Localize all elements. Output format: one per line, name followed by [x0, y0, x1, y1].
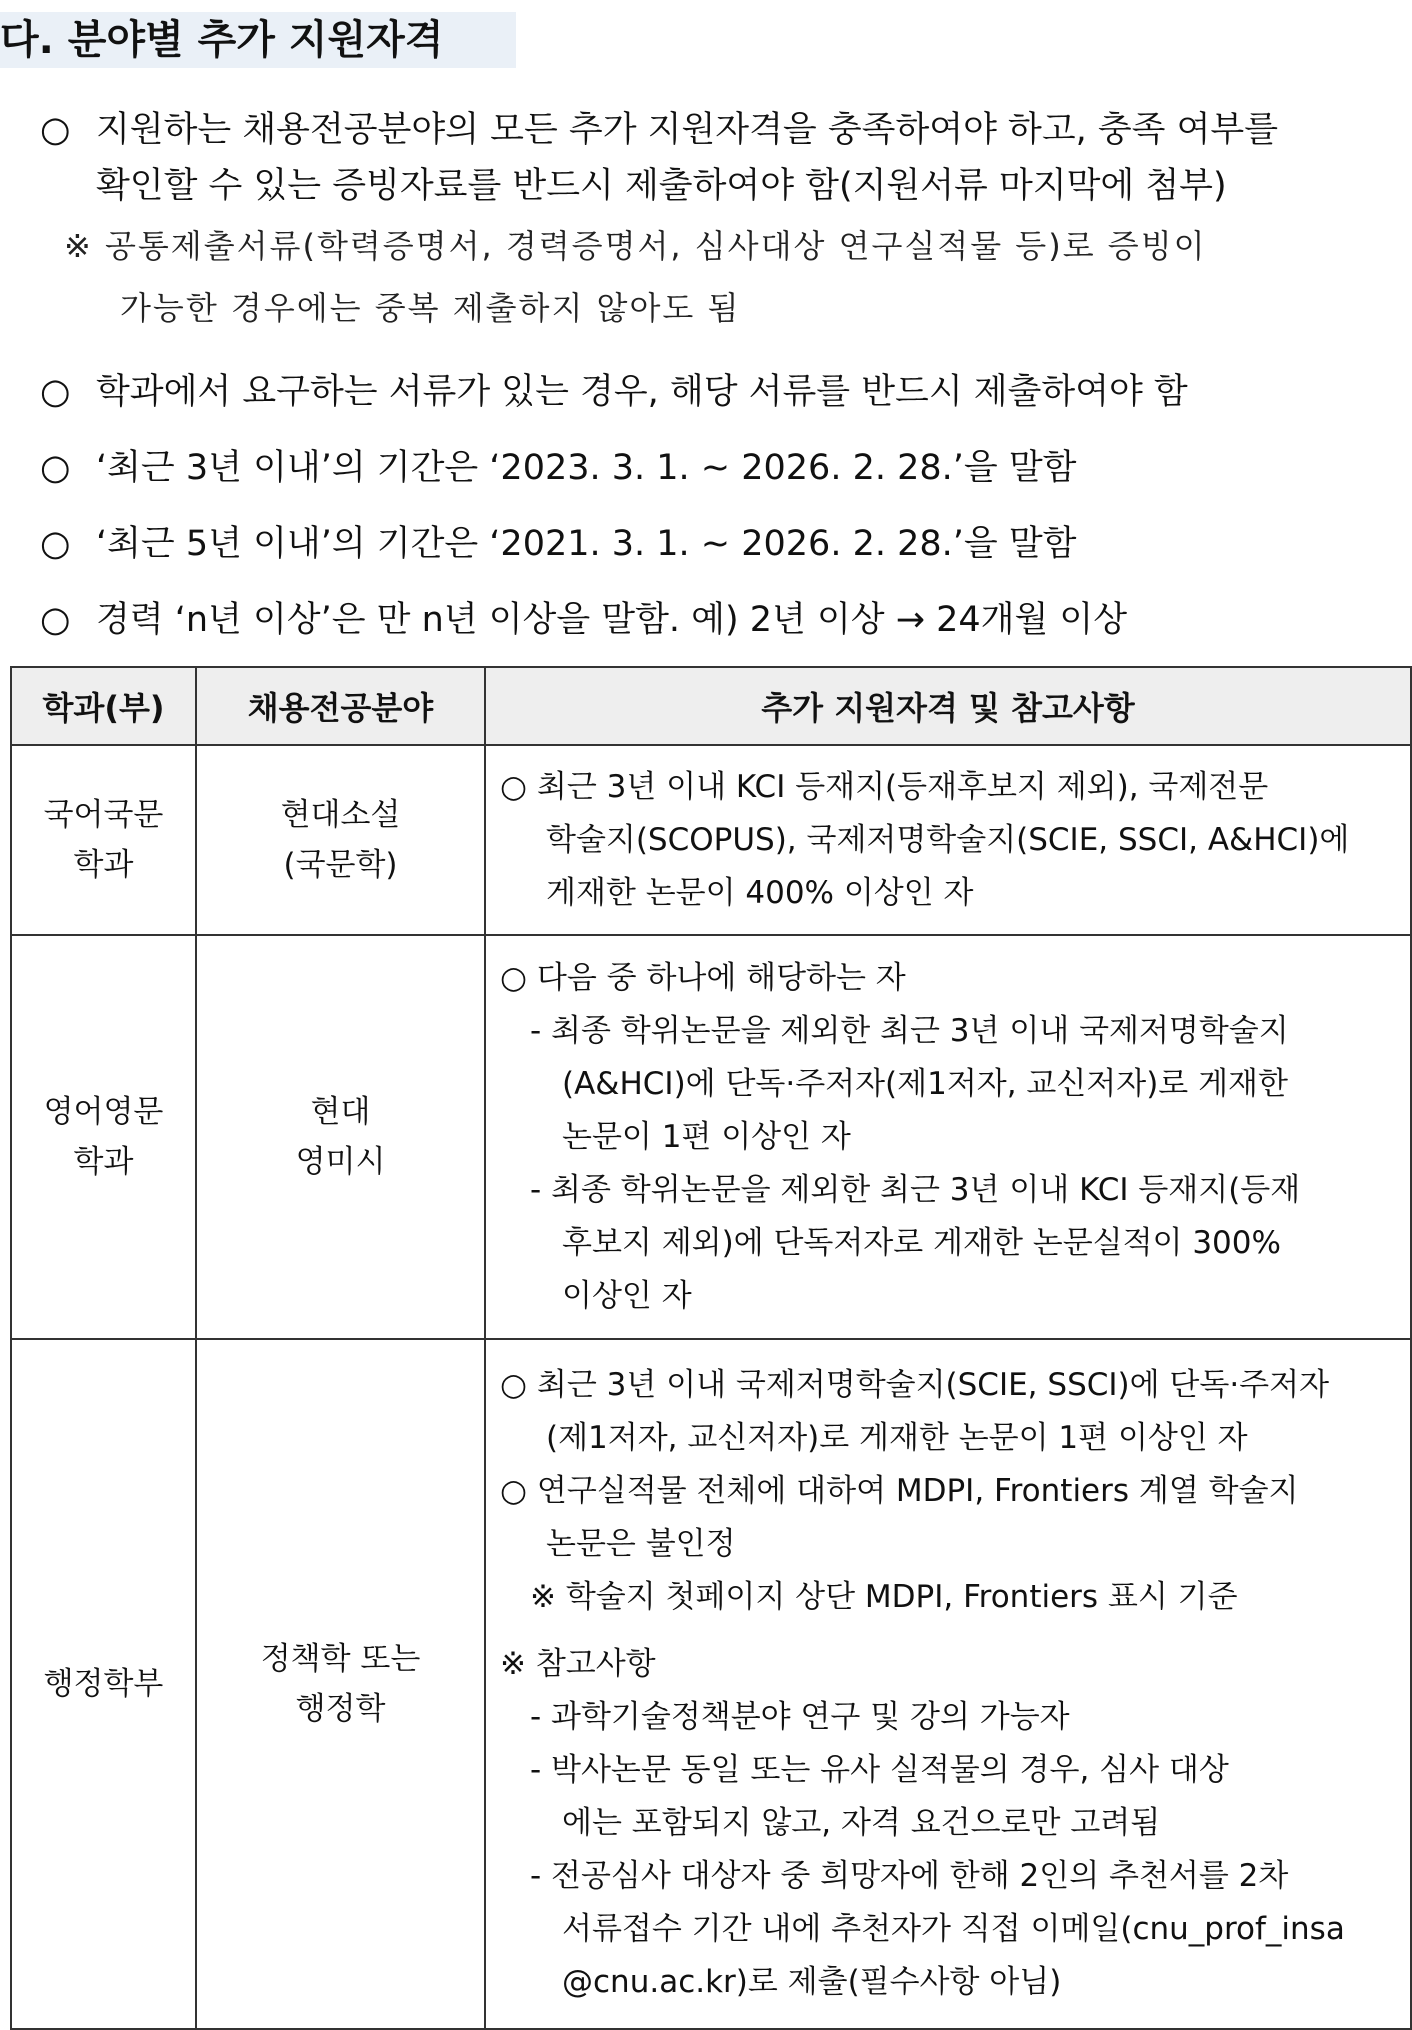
requirement-line: ○ 연구실적물 전체에 대하여 MDPI, Frontiers 계열 학술지 — [500, 1473, 1299, 1509]
field-name-line: 현대소설 — [280, 797, 401, 833]
requirement-line: - 최종 학위논문을 제외한 최근 3년 이내 국제저명학술지 — [530, 1012, 1289, 1049]
dept-name-line: 영어영문 — [43, 1094, 164, 1130]
table-row — [11, 745, 1411, 935]
dept-cell — [11, 1339, 196, 2029]
intro-bullet-3-text: ‘최근 3년 이내’의 기간은 ‘2023. 3. 1. ~ 2026. 2. 28.’을 말함 — [96, 448, 1077, 488]
header-dept: 학과(부) — [11, 667, 196, 745]
dept-name-line: 학과 — [73, 1144, 134, 1180]
circle-bullet-icon: ○ — [40, 372, 71, 412]
requirement-line: ○ 다음 중 하나에 해당하는 자 — [500, 959, 906, 996]
header-requirements: 추가 지원자격 및 참고사항 — [485, 667, 1411, 745]
requirement-line: - 최종 학위논문을 제외한 최근 3년 이내 KCI 등재지(등재 — [530, 1171, 1301, 1208]
field-cell — [196, 745, 485, 935]
intro-bullet-1-text: 지원하는 채용전공분야의 모든 추가 지원자격을 충족하여야 하고, 충족 여부를 — [96, 110, 1279, 150]
requirement-line: 에는 포함되지 않고, 자격 요건으로만 고려됨 — [562, 1805, 1161, 1841]
requirements-cell — [485, 745, 1411, 935]
intro-bullet-1-cont: 확인할 수 있는 증빙자료를 반드시 제출하여야 함(지원서류 마지막에 첨부) — [96, 166, 1227, 206]
table-row — [11, 1339, 1411, 2029]
requirement-line: ※ 참고사항 — [500, 1646, 656, 1682]
requirement-line: @cnu.ac.kr)로 제출(필수사항 아님) — [562, 1964, 1062, 2000]
circle-bullet-icon: ○ — [40, 448, 71, 488]
section-title: 다. 분야별 추가 지원자격 — [0, 12, 516, 68]
dept-cell — [11, 745, 196, 935]
requirement-line: ○ 최근 3년 이내 국제저명학술지(SCIE, SSCI)에 단독·주저자 — [500, 1367, 1330, 1403]
circle-bullet-icon: ○ — [40, 600, 71, 640]
intro-bullet-5-text: 경력 ‘n년 이상’은 만 n년 이상을 말함. 예) 2년 이상 → 24개월 이상 — [96, 600, 1128, 640]
dept-name-line: 학과 — [73, 847, 134, 883]
intro-note-line-1: ※ 공통제출서류(학력증명서, 경력증명서, 심사대상 연구실적물 등)로 증빙이 — [64, 227, 1207, 265]
spacer — [500, 1624, 1402, 1638]
requirement-line: - 과학기술정책분야 연구 및 강의 가능자 — [530, 1699, 1070, 1735]
field-name-line: 영미시 — [295, 1144, 386, 1180]
requirement-line: 게재한 논문이 400% 이상인 자 — [546, 874, 974, 911]
field-name-line: 정책학 또는 — [260, 1641, 421, 1677]
requirement-line: 논문이 1편 이상인 자 — [562, 1118, 851, 1155]
intro-note-line-2: 가능한 경우에는 중복 제출하지 않아도 됨 — [120, 289, 741, 327]
intro-bullet-5 — [40, 598, 1127, 642]
field-name-line: (국문학) — [283, 847, 398, 883]
header-field: 채용전공분야 — [196, 667, 485, 745]
requirements-cell — [485, 1339, 1411, 2029]
field-name-line: 행정학 — [295, 1691, 386, 1727]
field-cell — [196, 935, 485, 1339]
requirement-line: ※ 학술지 첫페이지 상단 MDPI, Frontiers 표시 기준 — [530, 1579, 1238, 1615]
dept-name-line: 행정학부 — [43, 1666, 164, 1702]
intro-bullet-3 — [40, 446, 1076, 490]
requirement-line: 논문은 불인정 — [546, 1526, 736, 1562]
field-name-line: 현대 — [310, 1094, 371, 1130]
circle-bullet-icon: ○ — [40, 524, 71, 564]
intro-bullet-4 — [40, 522, 1076, 566]
requirement-line: (A&HCI)에 단독·주저자(제1저자, 교신저자)로 게재한 — [562, 1065, 1288, 1102]
requirement-line: - 박사논문 동일 또는 유사 실적물의 경우, 심사 대상 — [530, 1752, 1229, 1788]
table-row — [11, 935, 1411, 1339]
requirement-line: 학술지(SCOPUS), 국제저명학술지(SCIE, SSCI, A&HCI)에 — [546, 821, 1350, 858]
requirements-cell — [485, 935, 1411, 1339]
dept-name-line: 국어국문 — [43, 797, 164, 833]
intro-bullet-2-text: 학과에서 요구하는 서류가 있는 경우, 해당 서류를 반드시 제출하여야 함 — [96, 372, 1188, 412]
intro-bullet-2 — [40, 370, 1188, 414]
circle-bullet-icon: ○ — [40, 110, 71, 150]
requirement-line: ○ 최근 3년 이내 KCI 등재지(등재후보지 제외), 국제전문 — [500, 768, 1269, 805]
intro-bullet-1 — [40, 108, 1278, 152]
intro-bullet-4-text: ‘최근 5년 이내’의 기간은 ‘2021. 3. 1. ~ 2026. 2. 28.’을 말함 — [96, 524, 1077, 564]
requirement-line: 서류접수 기간 내에 추천자가 직접 이메일(cnu_prof_insa — [562, 1911, 1345, 1947]
requirements-table — [10, 666, 1412, 2030]
requirement-line: 후보지 제외)에 단독저자로 게재한 논문실적이 300% — [562, 1224, 1281, 1261]
dept-cell — [11, 935, 196, 1339]
requirement-line: - 전공심사 대상자 중 희망자에 한해 2인의 추천서를 2차 — [530, 1858, 1289, 1894]
table-header-row — [11, 667, 1411, 745]
requirement-line: 이상인 자 — [562, 1277, 692, 1314]
field-cell — [196, 1339, 485, 2029]
requirement-line: (제1저자, 교신저자)로 게재한 논문이 1편 이상인 자 — [546, 1420, 1248, 1456]
